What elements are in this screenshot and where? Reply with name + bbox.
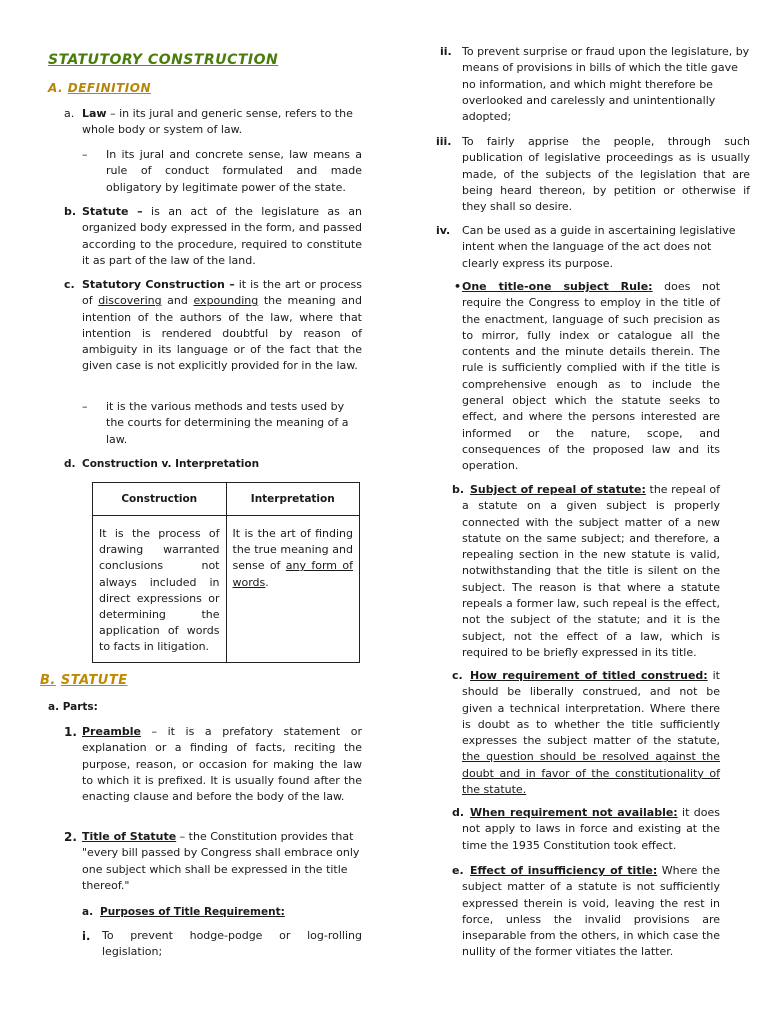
document-title: STATUTORY CONSTRUCTION (48, 52, 279, 68)
construction-vs-interpretation: Construction v. Interpretation (82, 458, 260, 470)
statutory-construction-definition (82, 277, 362, 375)
how-construed-text: it should be liberally construed, and not be given a technical interpretation. Where there is doubt as to whether the title sufficiently expresses the subject matter of the statute, (462, 669, 720, 748)
table-header-interpretation: Interpretation (226, 483, 360, 516)
sc-text-1: it is the art or process of (82, 278, 362, 308)
insufficiency-effect (462, 863, 720, 961)
sc-text-3: the meaning and intention of the authors of the law, where that intention is rendered doubtful by reason of ambiguity in its language or of the fact that the given case is not explicitly provided for in the law. (82, 294, 362, 373)
section-a-letter: A. (48, 81, 64, 95)
statute-term: Statute – (82, 205, 143, 218)
item-label-b2: b. (452, 483, 465, 496)
section-b-title: STATUTE (60, 673, 128, 688)
item-label-d: d. (64, 458, 76, 470)
purpose-i-text: To prevent hodge-podge or log-rolling legislation; (102, 929, 362, 959)
purpose-iv-number: iv. (436, 224, 451, 237)
one-title-rule (462, 279, 720, 475)
how-construed (462, 668, 720, 798)
dash-marker: – (82, 148, 88, 161)
sc-text-2: and (161, 294, 194, 308)
section-a-title: DEFINITION (67, 81, 151, 95)
purpose-iii-number: iii. (436, 135, 452, 148)
item-label-e2: e. (452, 864, 464, 877)
statutory-construction-term: Statutory Construction – (82, 278, 235, 291)
purpose-iv-text: Can be used as a guide in ascertaining legislative intent when the language of the act does not clearly express its purpose. (462, 224, 736, 270)
interpretation-end: . (265, 575, 269, 589)
preamble-definition (82, 724, 362, 805)
section-b-letter: B. (40, 673, 56, 688)
purposes-label: a. (82, 906, 94, 918)
dash-marker: – (82, 400, 88, 413)
section-a-heading (48, 81, 151, 95)
not-available-text: it does not apply to laws in force and existing at the time the 1935 Constitution took effect. (462, 806, 720, 852)
subject-of-repeal-term: Subject of repeal of statute: (470, 483, 646, 496)
insufficiency-term: Effect of insufficiency of title: (470, 864, 658, 877)
law-term: Law (82, 107, 107, 120)
bullet-marker: • (454, 280, 462, 293)
preamble-text: – it is a prefatory statement or explanation or a finding of facts, reciting the purpose, reason, or occasion for making the law to which it is prefixed. It is usually found after the enacting clause and before the body of the law. (82, 725, 362, 804)
interpretation-underlined: any form of words (232, 559, 353, 589)
how-construed-term: How requirement of titled construed: (470, 669, 708, 682)
purpose-iii-text: To fairly apprise the people, through such publication of legislative proceedings as is usually made, of the subjects of the legislation that are being heard thereon, by petition or otherwise if they shall so desire. (462, 135, 750, 214)
interpretation-cell (226, 516, 360, 663)
item-label-a: a. (64, 107, 75, 120)
item-label-c2: c. (452, 669, 463, 682)
item-label-b: b. (64, 205, 77, 218)
requirement-not-available (462, 805, 720, 854)
parts-label: a. Parts: (48, 701, 98, 713)
section-b-heading (40, 673, 128, 688)
construction-cell: It is the process of drawing warranted conclusions not always included in direct expressions or determining the application of words to facts in litigation. (93, 516, 227, 663)
purpose-ii-number: ii. (440, 45, 452, 58)
preamble-number: 1. (64, 725, 77, 739)
construction-interpretation-table (92, 482, 360, 663)
law-definition (82, 106, 364, 139)
title-of-statute-text: – the Constitution provides that "every bill passed by Congress shall embrace only one subject which shall be expressed in the title thereof." (82, 830, 360, 892)
how-construed-underlined: the question should be resolved against the doubt and in favor of the constitutionality of the statute. (462, 750, 720, 797)
purposes-heading: Purposes of Title Requirement: (100, 906, 285, 918)
item-label-d2: d. (452, 806, 465, 819)
subject-of-repeal (462, 482, 720, 661)
title-of-statute-definition (82, 829, 364, 894)
title-of-statute-term: Title of Statute (82, 830, 177, 843)
preamble-term: Preamble (82, 725, 141, 738)
expounding-word: expounding (193, 294, 259, 308)
statute-definition (82, 204, 362, 269)
one-title-rule-text: does not require the Congress to employ in the title of the enactment, language of such precision as to mirror, fully index or catalogue all the contents and the minute details therein. The rule is sufficiently complied with if the title is comprehensive enough as to include the general object which the statute seeks to effect, and where the persons interested are informed or the nature, scope, and consequences of the proposed law and its operation. (462, 280, 721, 473)
not-available-term: When requirement not available: (470, 806, 678, 819)
discovering-word: discovering (98, 294, 162, 308)
purpose-ii-text: To prevent surprise or fraud upon the legislature, by means of provisions in bills of which the title gave no information, and which might therefore be overlooked and carelessly and unintentionally adopted; (462, 45, 750, 124)
table-header-construction: Construction (93, 483, 227, 516)
insufficiency-text: Where the subject matter of a statute is not sufficiently expressed therein is void, leaving the rest in force, unless the invalid provisions are inseparable from the others, in which case the nullity of the former vitiates the latter. (462, 864, 721, 959)
interpretation-text: It is the art of finding the true meaning and sense of (232, 527, 353, 573)
one-title-rule-term: One title-one subject Rule: (462, 280, 653, 293)
purpose-i-number: i. (82, 929, 91, 943)
statute-text: is an act of the legislature as an organized body expressed in the form, and passed according to the procedure, required to constitute it as part of the law of the land. (82, 205, 363, 267)
law-text: – in its jural and generic sense, refers to the whole body or system of law. (82, 107, 353, 137)
title-of-statute-number: 2. (64, 830, 77, 844)
methods-and-tests: it is the various methods and tests used by the courts for determining the meaning of a law. (106, 400, 349, 446)
law-concrete-sense: In its jural and concrete sense, law means a rule of conduct formulated and made obligatory by legitimate power of the state. (106, 148, 362, 194)
item-label-c: c. (64, 278, 75, 291)
subject-of-repeal-text: the repeal of a statute on a given subject is properly connected with the subject matter of a new statute on the same subject; and therefore, a repealing section in the new statute is valid, notwithstanding that the title is silent on the subject. The reason is that where a statute repeals a former law, such repeal is the effect, not the subject of the statute; and it is the subject, not the effect of a law, which is required to be briefly expressed in its title. (462, 483, 720, 659)
